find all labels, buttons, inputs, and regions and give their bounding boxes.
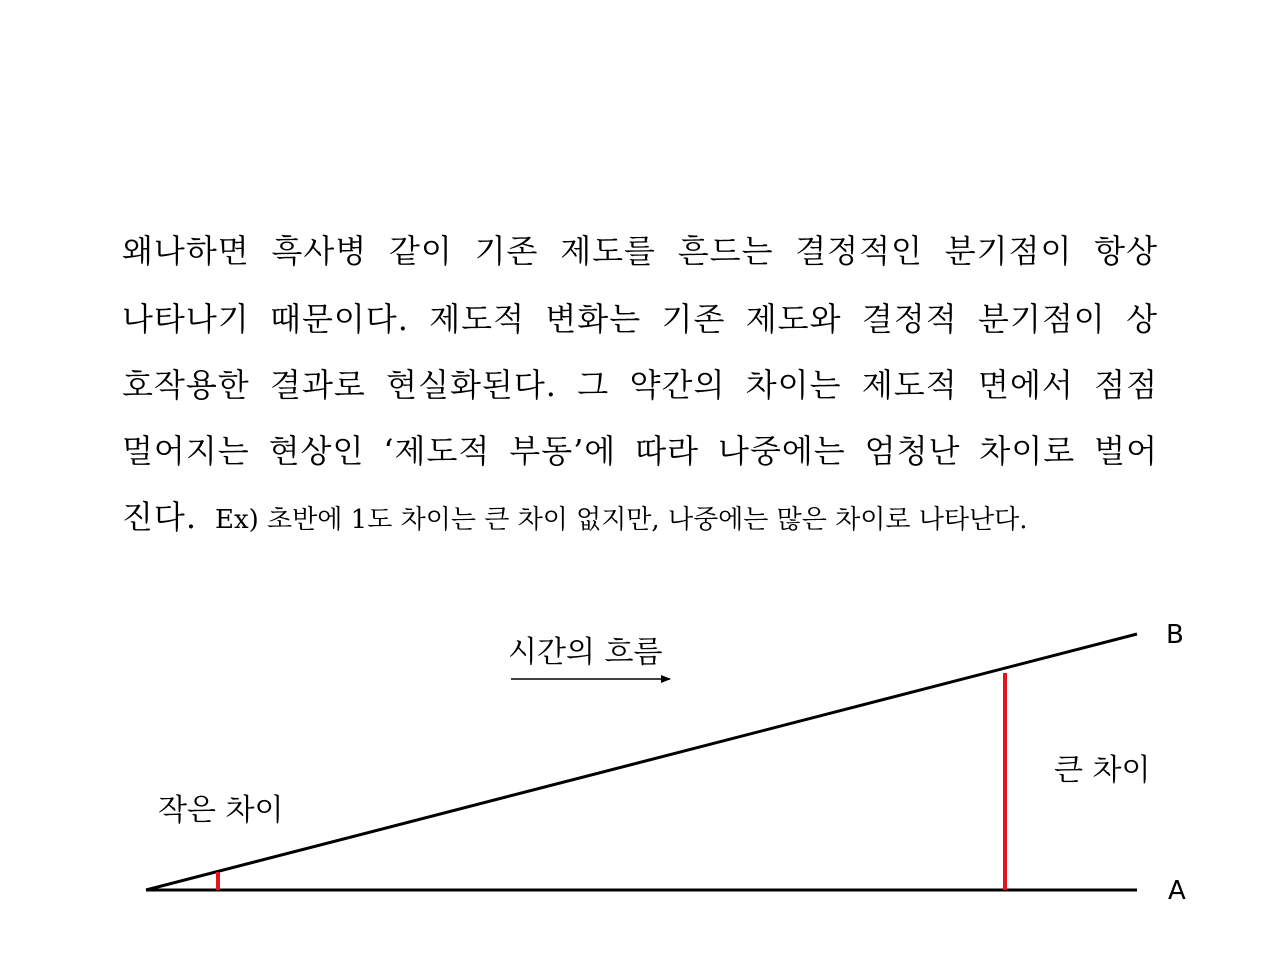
- line-a-label: A: [1168, 876, 1186, 906]
- paragraph-line-5-text: 진다.: [122, 498, 197, 536]
- paragraph-line-1: 왜나하면 흑사병 같이 기존 제도를 흔드는 결정적인 분기점이 항상: [122, 232, 1158, 270]
- small-difference-label: 작은 차이: [158, 793, 284, 828]
- paragraph-line-3: 호작용한 결과로 현실화된다. 그 약간의 차이는 제도적 면에서 점점: [122, 366, 1158, 404]
- paragraph-line-4: 멀어지는 현상인 ‘제도적 부동’에 따라 나중에는 엄청난 차이로 벌어: [122, 432, 1158, 470]
- line-b-label: B: [1166, 620, 1184, 650]
- big-difference-label: 큰 차이: [1054, 753, 1151, 788]
- time-flow-label: 시간의 흐름: [508, 635, 663, 670]
- paragraph-line-2: 나타나기 때문이다. 제도적 변화는 기존 제도와 결정적 분기점이 상: [122, 300, 1158, 338]
- line-b: [146, 634, 1137, 890]
- example-text: Ex) 초반에 1도 차이는 큰 차이 없지만, 나중에는 많은 차이로 나타난다.: [215, 505, 1028, 535]
